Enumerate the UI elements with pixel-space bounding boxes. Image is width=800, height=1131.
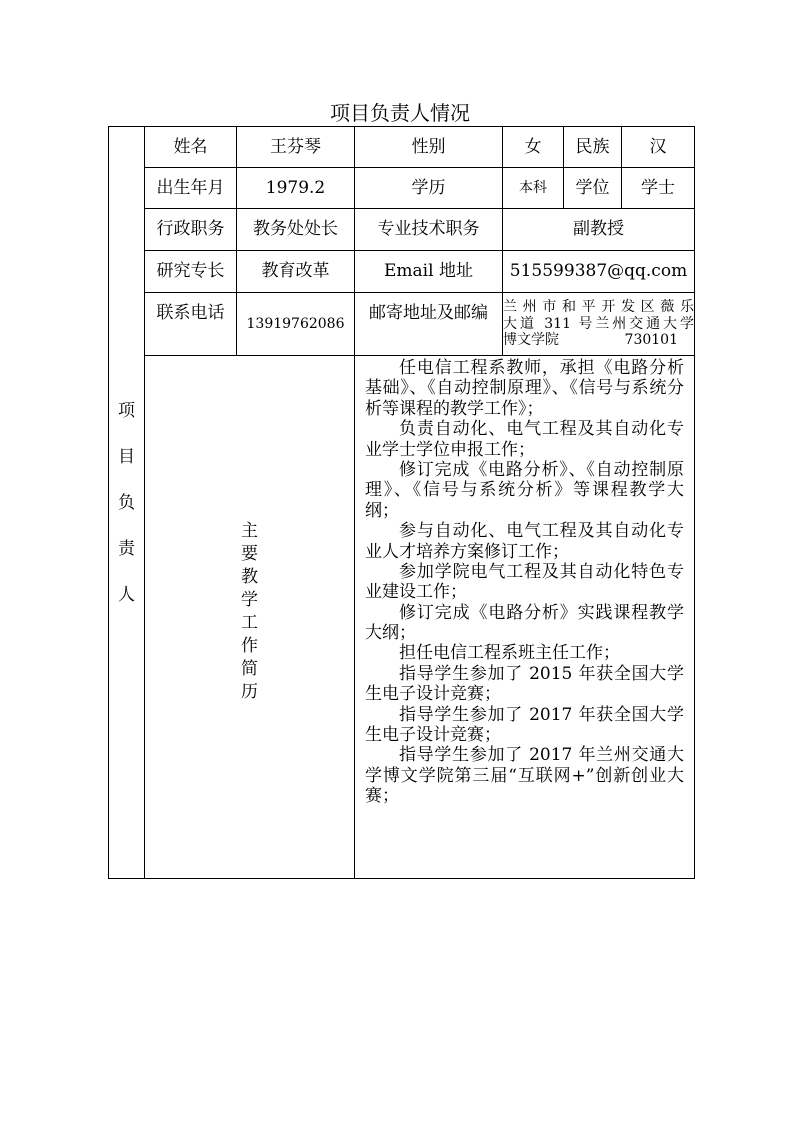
bio-paragraph: 担任电信工程系班主任工作；	[399, 643, 620, 664]
bio-paragraph: 任电信工程系教师，承担《电路分析基础》、《自动控制原理》、《信号与系统分析等课程的教学工作》；	[365, 358, 684, 419]
admin-position-value: 教务处处长	[237, 209, 355, 251]
ethnicity-value: 汉	[622, 127, 695, 168]
bio-paragraph: 参加学院电气工程及其自动化特色专业建设工作；	[365, 561, 684, 603]
address-line: 大道 311 号兰州交通大学	[503, 315, 694, 332]
bio-paragraph: 指导学生参加了 2017 年兰州交通大学博文学院第三届“互联网+”创新创业大赛；	[365, 745, 684, 807]
research-value: 教育改革	[237, 251, 355, 293]
bio-label-char: 学	[241, 590, 258, 610]
bio-label-char: 作	[241, 636, 258, 656]
bio-paragraph: 参与自动化、电气工程及其自动化专业人才培养方案修订工作；	[365, 521, 684, 562]
bio-paragraph: 修订完成《电路分析》、《自动控制原理》、《信号与系统分析》等课程教学大纲；	[365, 459, 684, 521]
address-label: 邮寄地址及邮编	[355, 293, 503, 356]
address-line: 博文学院	[503, 332, 559, 349]
bio-label-char: 历	[241, 682, 258, 702]
birth-label: 出生年月	[145, 168, 237, 209]
degree-value: 学士	[622, 168, 695, 209]
side-char: 人	[118, 584, 135, 605]
bio-label-cell	[145, 356, 355, 879]
phone-label: 联系电话	[145, 293, 237, 356]
email-value: 515599387@qq.com	[503, 251, 695, 293]
bio-label-char: 主	[241, 521, 258, 541]
name-value: 王芬琴	[237, 127, 355, 168]
bio-label-char: 工	[241, 613, 258, 633]
tech-position-label: 专业技术职务	[355, 209, 503, 251]
side-label-cell	[109, 127, 145, 879]
bio-paragraph: 负责自动化、电气工程及其自动化专业学士学位申报工作；	[365, 419, 684, 460]
name-label: 姓名	[145, 127, 237, 168]
page-title: 项目负责人情况	[330, 101, 470, 125]
address-line: 兰州市和平开发区薇乐	[503, 298, 694, 315]
bio-label-char: 教	[241, 567, 258, 587]
education-label: 学历	[355, 168, 503, 209]
profile-table	[108, 126, 695, 879]
side-char: 责	[118, 538, 135, 559]
side-char: 目	[118, 446, 135, 467]
side-char: 项	[118, 400, 135, 421]
address-value	[503, 293, 695, 356]
bio-label-char: 简	[241, 659, 258, 679]
bio-paragraph: 指导学生参加了 2017 年获全国大学生电子设计竞赛；	[365, 704, 684, 746]
ethnicity-label: 民族	[564, 127, 622, 168]
bio-paragraph: 修订完成《电路分析》实践课程教学大纲；	[365, 602, 684, 644]
gender-label: 性别	[355, 127, 503, 168]
postcode: 730101	[624, 332, 678, 349]
admin-position-label: 行政职务	[145, 209, 237, 251]
phone-value: 13919762086	[237, 293, 355, 356]
email-label: Email 地址	[355, 251, 503, 293]
bio-content	[355, 356, 695, 879]
gender-value: 女	[503, 127, 564, 168]
research-label: 研究专长	[145, 251, 237, 293]
bio-label-char: 要	[241, 544, 258, 564]
education-value: 本科	[503, 168, 564, 209]
bio-paragraph: 指导学生参加了 2015 年获全国大学生电子设计竞赛；	[365, 663, 684, 705]
tech-position-value: 副教授	[503, 209, 695, 251]
degree-label: 学位	[564, 168, 622, 209]
birth-value: 1979.2	[237, 168, 355, 209]
side-char: 负	[118, 492, 135, 513]
